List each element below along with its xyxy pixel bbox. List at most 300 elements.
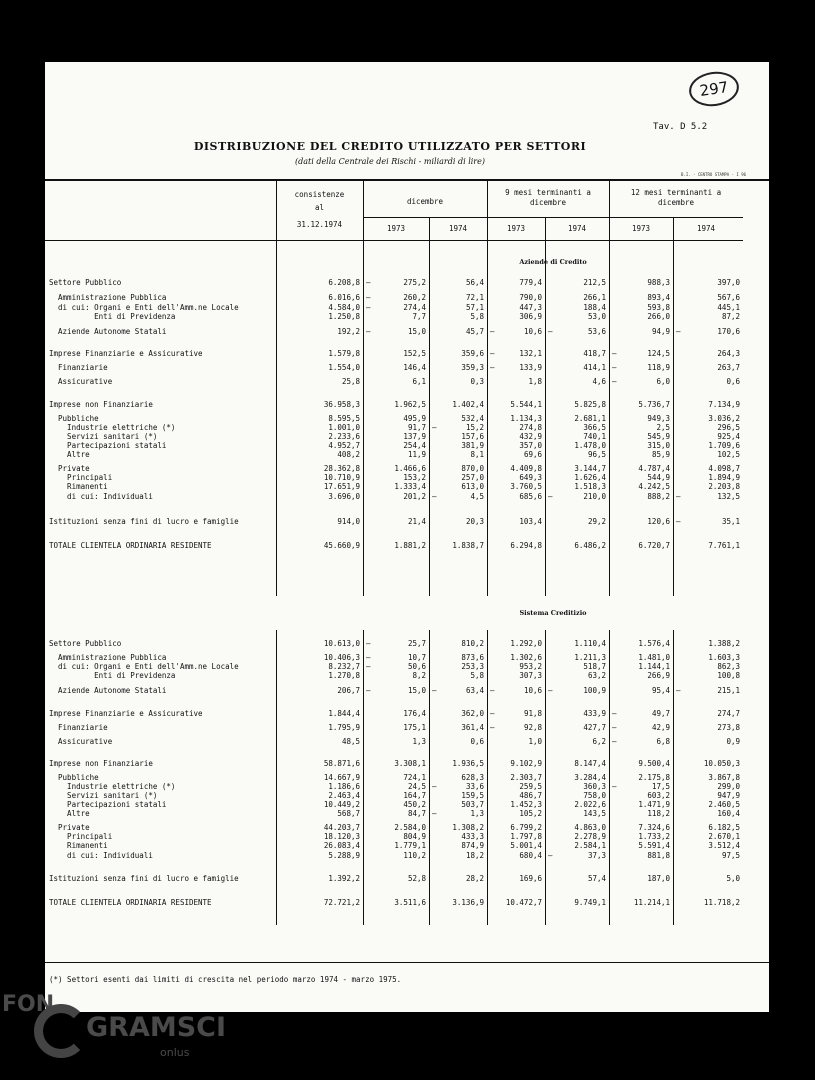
table-cell: 72.721,2 [323,898,360,907]
minus-sign: – [612,709,617,718]
table-cell: 92,8 [523,723,542,732]
row-label: TOTALE CLIENTELA ORDINARIA RESIDENTE [49,898,212,907]
table-cell: 649,3 [519,473,542,482]
table-cell: 6,8 [656,737,670,746]
table-cell: 2.460,5 [708,800,740,809]
minus-sign: – [490,723,495,732]
table-cell: 450,2 [403,800,426,809]
table-cell: 1.518,3 [574,482,606,491]
row-label: Enti di Previdenza [49,312,176,321]
header-rule-bottom [45,240,743,241]
watermark-onlus: onlus [160,1046,190,1059]
table-cell: 2.203,8 [708,482,740,491]
table-cell: 433,3 [461,832,484,841]
minus-sign: – [366,662,371,671]
table-cell: 1.186,6 [328,782,360,791]
table-cell: 118,9 [647,363,670,372]
minus-sign: – [366,303,371,312]
table-cell: 862,3 [717,662,740,671]
table-cell: 360,3 [583,782,606,791]
row-label: Istituzioni senza fini di lucro e famiglie [49,517,239,526]
table-cell: 361,4 [461,723,484,732]
table-cell: 1.392,2 [328,874,360,883]
table-cell: 447,3 [519,303,542,312]
table-cell: 53,6 [587,327,606,336]
table-cell: 15,0 [407,686,426,695]
table-cell: 0,6 [726,377,740,386]
row-label: Amministrazione Pubblica [49,653,167,662]
row-label: di cui: Organi e Enti dell'Amm.ne Locale [49,662,239,671]
table-cell: 11.214,1 [633,898,670,907]
minus-sign: – [432,492,437,501]
header-9-months-line1: 9 mesi terminanti a [505,188,591,197]
table-cell: 50,6 [407,662,426,671]
table-cell: 253,3 [461,662,484,671]
year-header-5: 1974 [696,224,716,233]
table-cell: 5,8 [470,671,484,680]
table-cell: 5.544,1 [510,400,542,409]
table-cell: 4.409,8 [510,464,542,473]
table-cell: 2.278,9 [574,832,606,841]
year-header-3: 1974 [567,224,587,233]
table-cell: 1.626,4 [574,473,606,482]
table-cell: 8.147,4 [574,759,606,768]
table-cell: 299,0 [717,782,740,791]
table-cell: 10.449,2 [323,800,360,809]
row-label: Assicurative [49,737,113,746]
row-label: Imprese non Finanziarie [49,400,153,409]
row-label: TOTALE CLIENTELA ORDINARIA RESIDENTE [49,541,212,550]
table-cell: 7.324,6 [638,823,670,832]
table-cell: 307,3 [519,671,542,680]
row-label: Partecipazioni statali [49,441,167,450]
table-cell: 397,0 [717,278,740,287]
table-cell: 24,5 [407,782,426,791]
table-cell: 5.288,9 [328,851,360,860]
table-cell: 25,8 [341,377,360,386]
table-cell: 1.576,4 [638,639,670,648]
table-cell: 495,9 [403,414,426,423]
table-cell: 810,2 [461,639,484,648]
minus-sign: – [612,349,617,358]
table-cell: 146,4 [403,363,426,372]
table-cell: 925,4 [717,432,740,441]
table-cell: 206,7 [337,686,360,695]
col-divider-2b [363,630,364,925]
table-cell: 7.761,1 [708,541,740,550]
minus-sign: – [490,327,495,336]
table-cell: 0,6 [470,737,484,746]
minus-sign: – [490,686,495,695]
table-cell: 14.667,9 [323,773,360,782]
table-cell: 2,5 [656,423,670,432]
table-cell: 568,7 [337,809,360,818]
table-cell: 8,2 [412,671,426,680]
table-top-rule [45,179,769,181]
table-cell: 28,2 [465,874,484,883]
minus-sign: – [612,723,617,732]
table-cell: 152,5 [403,349,426,358]
table-cell: 414,1 [583,363,606,372]
table-cell: 56,4 [465,278,484,287]
table-cell: 1.603,3 [708,653,740,662]
table-cell: 1.795,9 [328,723,360,732]
table-cell: 445,1 [717,303,740,312]
table-cell: 26.083,4 [323,841,360,850]
table-cell: 63,2 [587,671,606,680]
table-cell: 359,6 [461,349,484,358]
row-label: Servizi sanitari (*) [49,432,158,441]
row-label: Imprese Finanziarie e Assicurative [49,709,203,718]
table-cell: 17.651,9 [323,482,360,491]
table-cell: 888,2 [647,492,670,501]
table-cell: 893,4 [647,293,670,302]
table-cell: 25,7 [407,639,426,648]
table-cell: 0,9 [726,737,740,746]
table-cell: 1.144,1 [638,662,670,671]
table-cell: 274,7 [717,709,740,718]
table-cell: 45,7 [465,327,484,336]
col-divider-7b [673,630,674,925]
col-divider-2a [363,179,364,596]
col-divider-1b [276,630,277,925]
table-cell: 266,0 [647,312,670,321]
table-cell: 169,6 [519,874,542,883]
table-cell: 160,4 [717,809,740,818]
table-cell: 306,9 [519,312,542,321]
table-cell: 1,3 [470,809,484,818]
table-cell: 257,0 [461,473,484,482]
header-dicembre: dicembre [406,197,444,206]
table-cell: 2.463,4 [328,791,360,800]
table-cell: 4.863,0 [574,823,606,832]
table-cell: 7.134,9 [708,400,740,409]
table-cell: 628,3 [461,773,484,782]
header-9-months-line2: dicembre [529,198,567,207]
table-cell: 2.584,1 [574,841,606,850]
minus-sign: – [432,782,437,791]
table-cell: 381,9 [461,441,484,450]
table-cell: 914,0 [337,517,360,526]
minus-sign: – [490,709,495,718]
table-cell: 264,3 [717,349,740,358]
table-cell: 5.736,7 [638,400,670,409]
document-page [45,62,769,1012]
row-label: Imprese Finanziarie e Assicurative [49,349,203,358]
table-cell: 87,2 [721,312,740,321]
table-cell: 1.962,5 [394,400,426,409]
col-divider-1a [276,179,277,596]
table-cell: 1.894,9 [708,473,740,482]
table-cell: 137,9 [403,432,426,441]
table-cell: 63,4 [465,686,484,695]
section-title: Sistema Creditizio [519,609,587,617]
row-label: Imprese non Finanziarie [49,759,153,768]
minus-sign: – [676,517,681,526]
table-cell: 357,0 [519,441,542,450]
table-cell: 1.211,3 [574,653,606,662]
table-cell: 685,6 [519,492,542,501]
row-label: Private [49,823,90,832]
table-cell: 6.208,8 [328,278,360,287]
table-cell: 84,7 [407,809,426,818]
row-label: di cui: Individuali [49,851,153,860]
table-cell: 4.952,7 [328,441,360,450]
table-cell: 91,8 [523,709,542,718]
table-cell: 544,9 [647,473,670,482]
table-cell: 1.481,0 [638,653,670,662]
table-cell: 5,8 [470,312,484,321]
table-cell: 1.134,3 [510,414,542,423]
row-label: Settore Pubblico [49,639,122,648]
col-divider-7a [673,217,674,596]
table-cell: 4.242,5 [638,482,670,491]
minus-sign: – [612,737,617,746]
table-cell: 53,0 [587,312,606,321]
table-cell: 1.554,0 [328,363,360,372]
table-cell: 159,5 [461,791,484,800]
table-cell: 724,1 [403,773,426,782]
row-label: di cui: Individuali [49,492,153,501]
table-cell: 740,1 [583,432,606,441]
minus-sign: – [366,327,371,336]
table-cell: 10,6 [523,686,542,695]
table-cell: 1.001,0 [328,423,360,432]
year-header-4: 1973 [631,224,651,233]
table-cell: 266,1 [583,293,606,302]
table-cell: 1.478,0 [574,441,606,450]
table-cell: 1.270,8 [328,671,360,680]
table-cell: 4,5 [470,492,484,501]
table-cell: 1.402,4 [452,400,484,409]
table-cell: 5.001,4 [510,841,542,850]
table-cell: 593,8 [647,303,670,312]
table-cell: 42,9 [651,723,670,732]
table-cell: 947,9 [717,791,740,800]
table-cell: 33,6 [465,782,484,791]
table-cell: 5.591,4 [638,841,670,850]
table-cell: 296,5 [717,423,740,432]
table-cell: 3.760,5 [510,482,542,491]
table-cell: 988,3 [647,278,670,287]
table-cell: 1.292,0 [510,639,542,648]
table-cell: 10.050,3 [703,759,740,768]
minus-sign: – [676,492,681,501]
table-cell: 2.233,6 [328,432,360,441]
table-cell: 164,7 [403,791,426,800]
minus-sign: – [612,363,617,372]
header-al: al [314,203,325,212]
table-cell: 1.302,6 [510,653,542,662]
table-cell: 6.720,7 [638,541,670,550]
row-label: Istituzioni senza fini di lucro e famiglie [49,874,239,883]
table-cell: 20,3 [465,517,484,526]
table-cell: 9.500,4 [638,759,670,768]
year-header-1: 1974 [448,224,468,233]
col-divider-5a [429,217,430,596]
table-cell: 29,2 [587,517,606,526]
table-cell: 1.844,4 [328,709,360,718]
table-cell: 1.579,8 [328,349,360,358]
minus-sign: – [432,809,437,818]
table-cell: 2.584,0 [394,823,426,832]
table-cell: 157,6 [461,432,484,441]
row-label: Enti di Previdenza [49,671,176,680]
minus-sign: – [490,349,495,358]
table-cell: 48,5 [341,737,360,746]
table-cell: 49,7 [651,709,670,718]
row-label: Finanziarie [49,363,108,372]
table-cell: 266,9 [647,671,670,680]
row-label: Assicurative [49,377,113,386]
table-cell: 254,4 [403,441,426,450]
table-cell: 567,6 [717,293,740,302]
table-cell: 532,4 [461,414,484,423]
table-cell: 69,6 [523,450,542,459]
table-cell: 1.466,6 [394,464,426,473]
row-label: Servizi sanitari (*) [49,791,158,800]
table-cell: 10.406,3 [323,653,360,662]
table-cell: 1.250,8 [328,312,360,321]
table-cell: 1.733,2 [638,832,670,841]
table-cell: 201,2 [403,492,426,501]
table-cell: 6.294,8 [510,541,542,550]
row-label: Principali [49,473,113,482]
table-cell: 37,3 [587,851,606,860]
table-cell: 1.308,2 [452,823,484,832]
table-cell: 1.797,8 [510,832,542,841]
table-cell: 11,9 [407,450,426,459]
table-cell: 100,8 [717,671,740,680]
table-cell: 124,5 [647,349,670,358]
table-cell: 1,3 [412,737,426,746]
table-cell: 212,5 [583,278,606,287]
section-title: Aziende di Credito [519,258,587,266]
table-cell: 132,1 [519,349,542,358]
minus-sign: – [366,639,371,648]
table-cell: 192,2 [337,327,360,336]
row-label: Rimanenti [49,841,108,850]
table-cell: 8.595,5 [328,414,360,423]
table-cell: 15,2 [465,423,484,432]
row-label: Aziende Autonome Statali [49,327,167,336]
minus-sign: – [366,653,371,662]
table-cell: 1.333,4 [394,482,426,491]
table-cell: 758,0 [583,791,606,800]
col-divider-4a [609,179,610,596]
table-cell: 110,2 [403,851,426,860]
table-cell: 3.284,4 [574,773,606,782]
table-cell: 58.871,6 [323,759,360,768]
table-cell: 790,0 [519,293,542,302]
row-label: Industrie elettriche (*) [49,423,176,432]
year-header-0: 1973 [386,224,406,233]
table-cell: 3.036,2 [708,414,740,423]
table-cell: 170,6 [717,327,740,336]
row-label: Rimanenti [49,482,108,491]
table-cell: 188,4 [583,303,606,312]
table-cell: 260,2 [403,293,426,302]
table-cell: 1.452,3 [510,800,542,809]
table-cell: 274,4 [403,303,426,312]
table-cell: 103,4 [519,517,542,526]
col-divider-6a [545,217,546,596]
table-cell: 72,1 [465,293,484,302]
col-divider-3a [487,179,488,596]
table-cell: 10.613,0 [323,639,360,648]
table-cell: 153,2 [403,473,426,482]
minus-sign: – [676,686,681,695]
table-cell: 96,5 [587,450,606,459]
table-cell: 680,4 [519,851,542,860]
table-cell: 263,7 [717,363,740,372]
table-cell: 36.958,3 [323,400,360,409]
table-cell: 210,0 [583,492,606,501]
table-cell: 1,0 [528,737,542,746]
table-cell: 175,1 [403,723,426,732]
table-cell: 873,6 [461,653,484,662]
table-cell: 3.511,6 [394,898,426,907]
table-cell: 9.749,1 [574,898,606,907]
row-label: Industrie elettriche (*) [49,782,176,791]
printer-mark: B.I. - CENTRO STAMPA - I 96 [681,172,747,177]
table-cell: 1.779,1 [394,841,426,850]
table-cell: 2.022,6 [574,800,606,809]
table-cell: 176,4 [403,709,426,718]
page-title: DISTRIBUZIONE DEL CREDITO UTILIZZATO PER SETTORI [193,140,587,153]
table-cell: 8,1 [470,450,484,459]
header-12-months-line1: 12 mesi terminanti a [630,188,722,197]
table-cell: 143,5 [583,809,606,818]
table-cell: 433,9 [583,709,606,718]
minus-sign: – [366,686,371,695]
table-cell: 18.120,3 [323,832,360,841]
table-cell: 486,7 [519,791,542,800]
table-cell: 133,9 [519,363,542,372]
table-cell: 3.136,9 [452,898,484,907]
table-reference: Tav. D 5.2 [653,122,708,132]
table-cell: 1.388,2 [708,639,740,648]
minus-sign: – [612,377,617,386]
header-12-months-line2: dicembre [657,198,695,207]
table-cell: 1.936,5 [452,759,484,768]
table-cell: 10.710,9 [323,473,360,482]
table-cell: 18,2 [465,851,484,860]
table-cell: 118,2 [647,809,670,818]
row-label: Private [49,464,90,473]
table-cell: 2.681,1 [574,414,606,423]
footnote-rule [45,962,769,963]
header-date: 31.12.1974 [296,220,343,229]
minus-sign: – [548,851,553,860]
table-cell: 427,7 [583,723,606,732]
row-label: Altre [49,450,90,459]
row-label: Settore Pubblico [49,278,122,287]
col-divider-5b [545,630,546,925]
table-cell: 4.584,0 [328,303,360,312]
minus-sign: – [612,782,617,791]
minus-sign: – [432,423,437,432]
row-label: Pubbliche [49,414,99,423]
table-cell: 2.175,8 [638,773,670,782]
table-cell: 91,7 [407,423,426,432]
footnote: (*) Settori esenti dai limiti di crescita nel periodo marzo 1974 - marzo 1975. [49,975,402,984]
table-cell: 1.110,4 [574,639,606,648]
table-cell: 132,5 [717,492,740,501]
minus-sign: – [366,293,371,302]
table-cell: 0,3 [470,377,484,386]
row-label: di cui: Organi e Enti dell'Amm.ne Locale [49,303,239,312]
